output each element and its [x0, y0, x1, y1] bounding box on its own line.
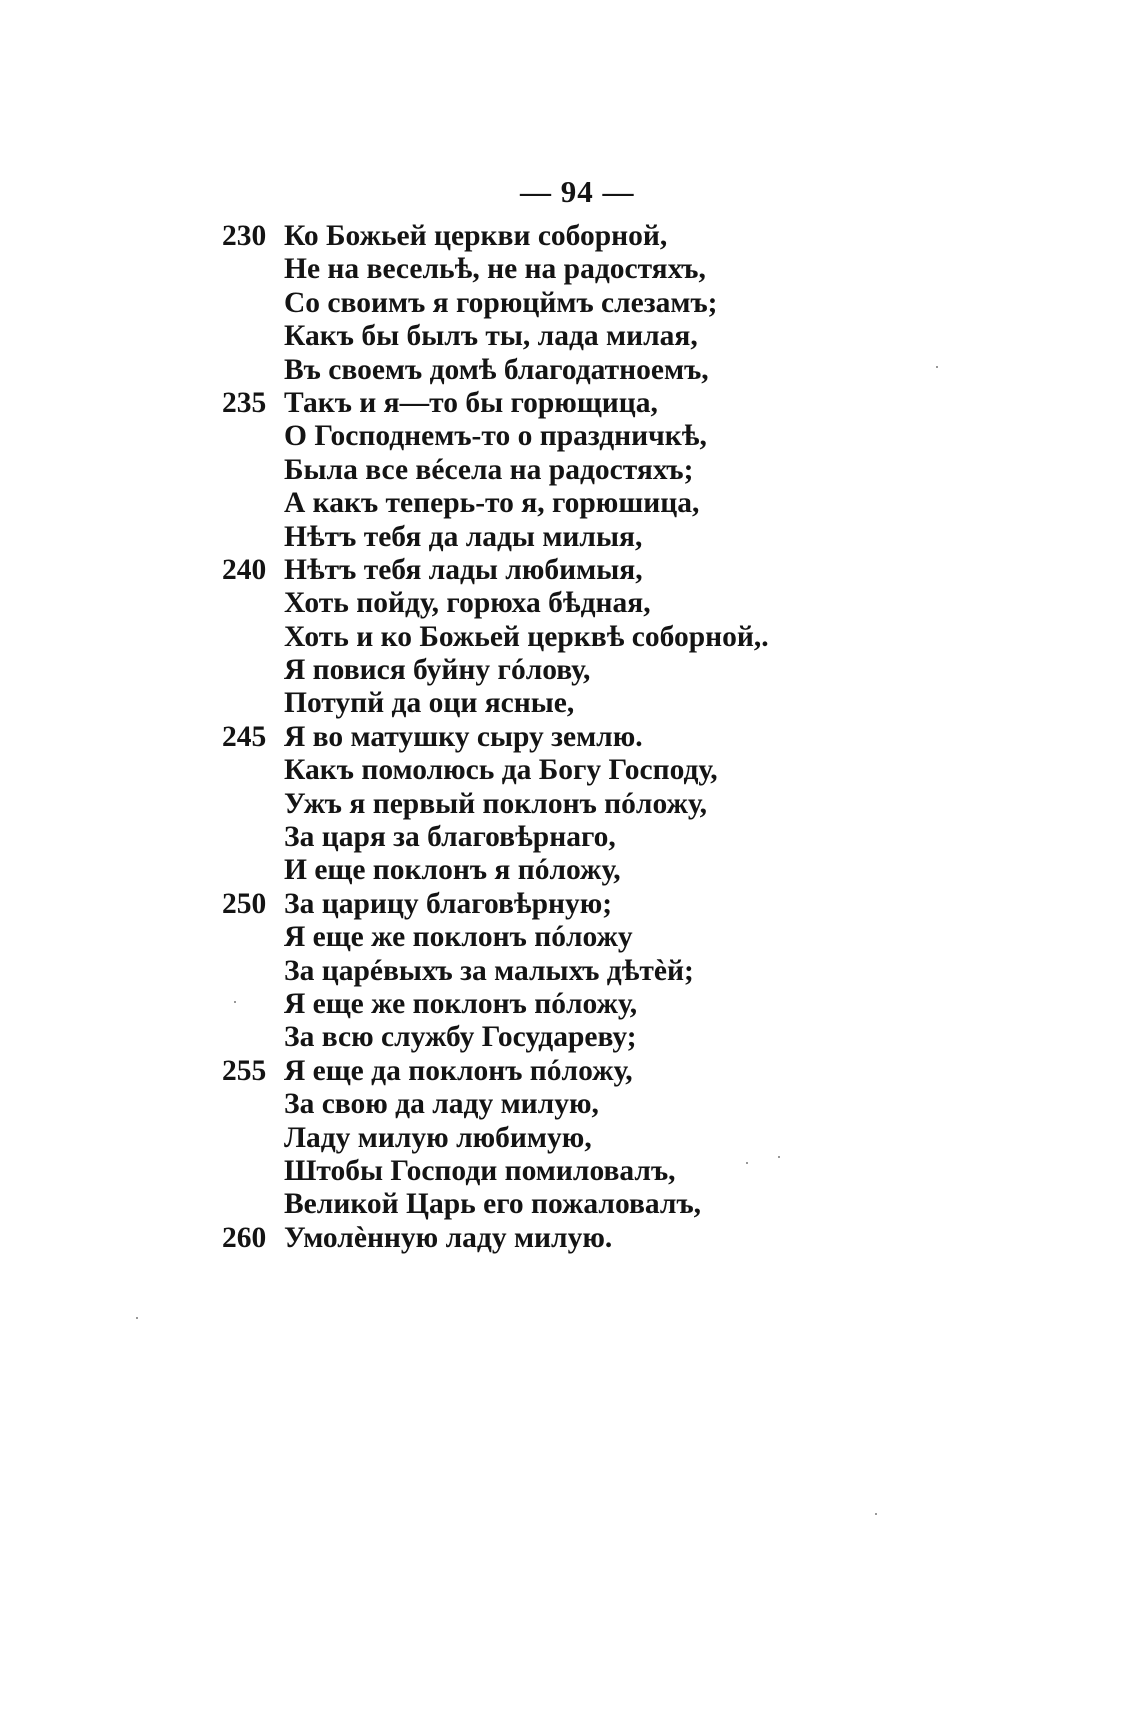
scan-speck	[875, 1513, 877, 1515]
poem-line	[222, 1088, 842, 1121]
poem-line	[222, 854, 842, 887]
poem-line	[222, 654, 842, 687]
poem-line	[222, 287, 842, 320]
poem-line	[222, 1188, 842, 1221]
line-text: Такъ и я—то бы горющица,	[284, 386, 658, 419]
page-number: — 94 —	[520, 174, 635, 209]
line-text: Я еще же поклонъ пóложу	[284, 921, 633, 954]
scan-speck	[778, 1156, 780, 1158]
poem-line	[222, 754, 842, 787]
line-text: Въ своемъ домѣ благодатноемъ,	[284, 353, 709, 386]
line-text: Я еще же поклонъ пóложу,	[284, 987, 638, 1020]
line-text: Ужъ я первый поклонъ пóложу,	[284, 787, 708, 820]
poem-line	[222, 220, 842, 253]
scan-speck	[234, 1001, 236, 1003]
line-text: Ладу милую любимую,	[284, 1121, 592, 1154]
poem-line	[222, 955, 842, 988]
line-text: Нѣтъ тебя лады любимыя,	[284, 553, 643, 586]
line-number: 230	[222, 220, 267, 252]
poem-line	[222, 788, 842, 821]
poem-line	[222, 621, 842, 654]
line-number: 255	[222, 1054, 267, 1087]
line-text: О Господнемъ-то о праздничкѣ,	[284, 420, 707, 453]
line-text: А какъ теперь-то я, горюшица,	[284, 487, 700, 520]
poem-line	[222, 1021, 842, 1054]
poem-line	[222, 387, 842, 420]
poem-line	[222, 521, 842, 554]
poem-text	[222, 220, 842, 1255]
line-text: За царéвыхъ за малыхъ дѣтѐй;	[284, 954, 694, 987]
line-text: За царицу благовѣрную;	[284, 887, 613, 920]
line-text: Хоть пойду, горюха бѣдная,	[284, 587, 651, 620]
poem-line	[222, 554, 842, 587]
line-text: Я повися буйну гóлову,	[284, 654, 591, 687]
poem-line	[222, 988, 842, 1021]
line-text: Умолѐнную ладу милую.	[284, 1221, 613, 1254]
line-text: Штобы Господи помиловалъ,	[284, 1154, 676, 1187]
line-text: За царя за благовѣрнаго,	[284, 821, 616, 854]
line-text: Нѣтъ тебя да лады милыя,	[284, 520, 643, 553]
line-text: Великой Царь его пожаловалъ,	[284, 1188, 702, 1221]
line-text: И еще поклонъ я пóложу,	[284, 854, 621, 887]
poem-line	[222, 687, 842, 720]
poem-line	[222, 1055, 842, 1088]
line-text: Была все вéсела на радостяхъ;	[284, 453, 694, 486]
line-text: Какъ помолюсь да Богу Господу,	[284, 754, 718, 787]
poem-line	[222, 253, 842, 286]
poem-line	[222, 921, 842, 954]
line-text: За свою да ладу милую,	[284, 1088, 599, 1121]
line-text: Я во матушку сыру землю.	[284, 720, 643, 753]
line-number: 235	[222, 386, 267, 419]
line-text: Я еще да поклонъ пóложу,	[284, 1054, 633, 1087]
line-text: Ко Божьей церкви соборной,	[284, 220, 668, 252]
line-text: Не на весельѣ, не на радостяхъ,	[284, 253, 706, 286]
poem-line	[222, 354, 842, 387]
poem-line	[222, 821, 842, 854]
line-number: 260	[222, 1221, 267, 1254]
line-text: Какъ бы былъ ты, лада милая,	[284, 320, 698, 353]
scan-speck	[136, 1317, 138, 1319]
poem-line	[222, 420, 842, 453]
scan-speck	[936, 366, 938, 368]
poem-line	[222, 487, 842, 520]
scan-speck	[746, 1162, 748, 1164]
poem-line	[222, 320, 842, 353]
line-text: Потупй да оци ясные,	[284, 687, 575, 720]
poem-line	[222, 454, 842, 487]
line-text: Со своимъ я горюцймъ слезамъ;	[284, 286, 718, 319]
line-text: Хоть и ко Божьей церквѣ соборной,.	[284, 620, 769, 653]
line-number: 245	[222, 720, 267, 753]
line-number: 240	[222, 553, 267, 586]
line-number: 250	[222, 887, 267, 920]
line-text: За всю службу Государеву;	[284, 1021, 637, 1054]
poem-line	[222, 1222, 842, 1255]
poem-line	[222, 1122, 842, 1155]
poem-line	[222, 721, 842, 754]
poem-line	[222, 888, 842, 921]
poem-line	[222, 1155, 842, 1188]
poem-line	[222, 587, 842, 620]
